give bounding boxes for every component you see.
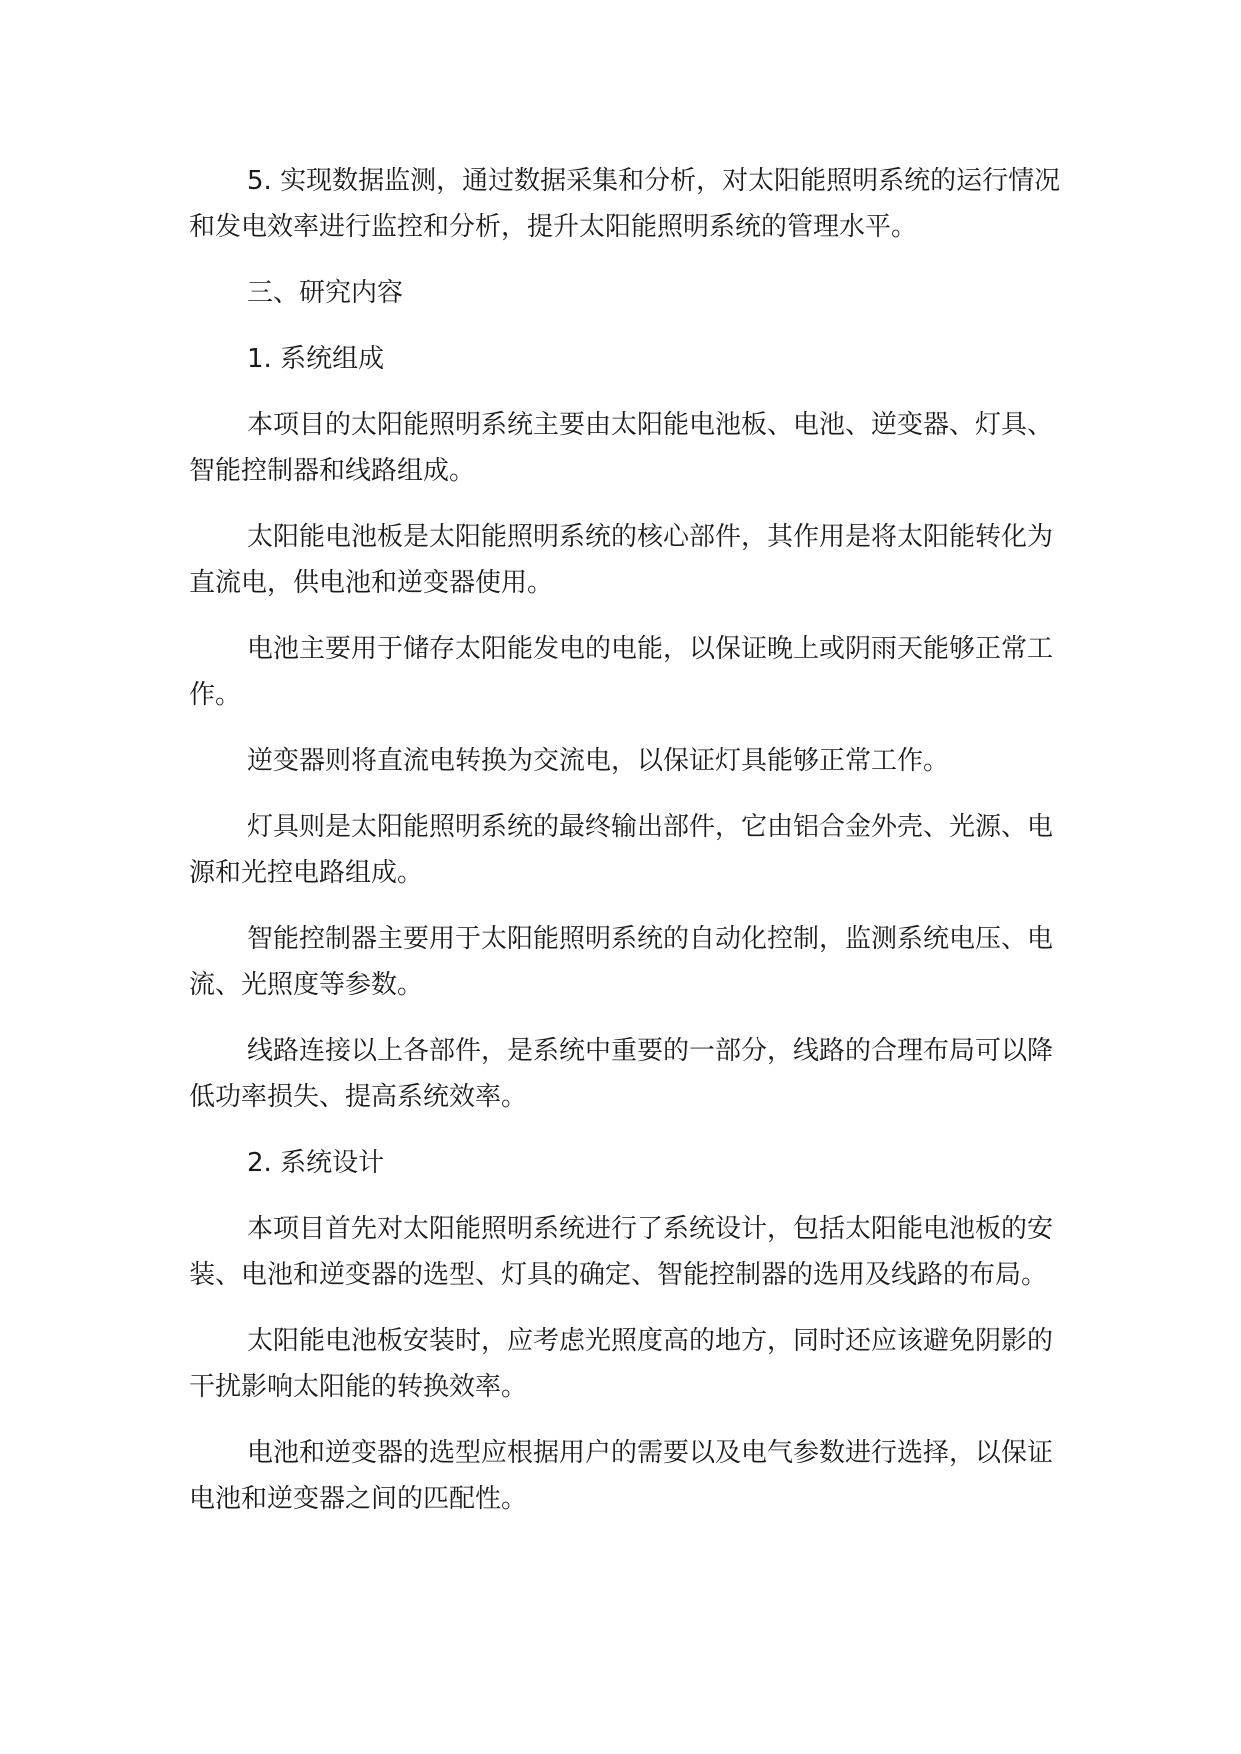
paragraph-lamp: 灯具则是太阳能照明系统的最终输出部件，它由铝合金外壳、光源、电源和光控电路组成。 <box>189 812 1054 888</box>
paragraph-solar-panel: 太阳能电池板是太阳能照明系统的核心部件，其作用是将太阳能转化为直流电，供电池和逆变器使用。 <box>189 522 1054 598</box>
section-heading-research-content: 三、研究内容 <box>247 278 404 308</box>
paragraph-smart-controller: 智能控制器主要用于太阳能照明系统的自动化控制，监测系统电压、电流、光照度等参数。 <box>189 924 1054 1000</box>
paragraph-system-components: 本项目的太阳能照明系统主要由太阳能电池板、电池、逆变器、灯具、智能控制器和线路组成。 <box>189 410 1054 486</box>
paragraph-data-monitoring: 5. 实现数据监测，通过数据采集和分析，对太阳能照明系统的运行情况和发电效率进行监控和分析，提升太阳能照明系统的管理水平。 <box>189 166 1061 242</box>
subsection-heading-system-design: 2. 系统设计 <box>247 1148 385 1178</box>
document-body <box>189 158 1069 1522</box>
paragraph-inverter: 逆变器则将直流电转换为交流电，以保证灯具能够正常工作。 <box>247 746 950 776</box>
subsection-heading-system-composition: 1. 系统组成 <box>247 344 385 374</box>
paragraph-battery: 电池主要用于储存太阳能发电的电能，以保证晚上或阴雨天能够正常工作。 <box>189 634 1054 710</box>
paragraph-battery-inverter-selection: 电池和逆变器的选型应根据用户的需要以及电气参数进行选择，以保证电池和逆变器之间的匹配性。 <box>189 1438 1054 1514</box>
paragraph-panel-installation: 太阳能电池板安装时，应考虑光照度高的地方，同时还应该避免阴影的干扰影响太阳能的转换效率。 <box>189 1326 1054 1402</box>
paragraph-wiring: 线路连接以上各部件，是系统中重要的一部分，线路的合理布局可以降低功率损失、提高系统效率。 <box>189 1036 1054 1112</box>
paragraph-design-overview: 本项目首先对太阳能照明系统进行了系统设计，包括太阳能电池板的安装、电池和逆变器的选型、灯具的确定、智能控制器的选用及线路的布局。 <box>189 1214 1054 1290</box>
